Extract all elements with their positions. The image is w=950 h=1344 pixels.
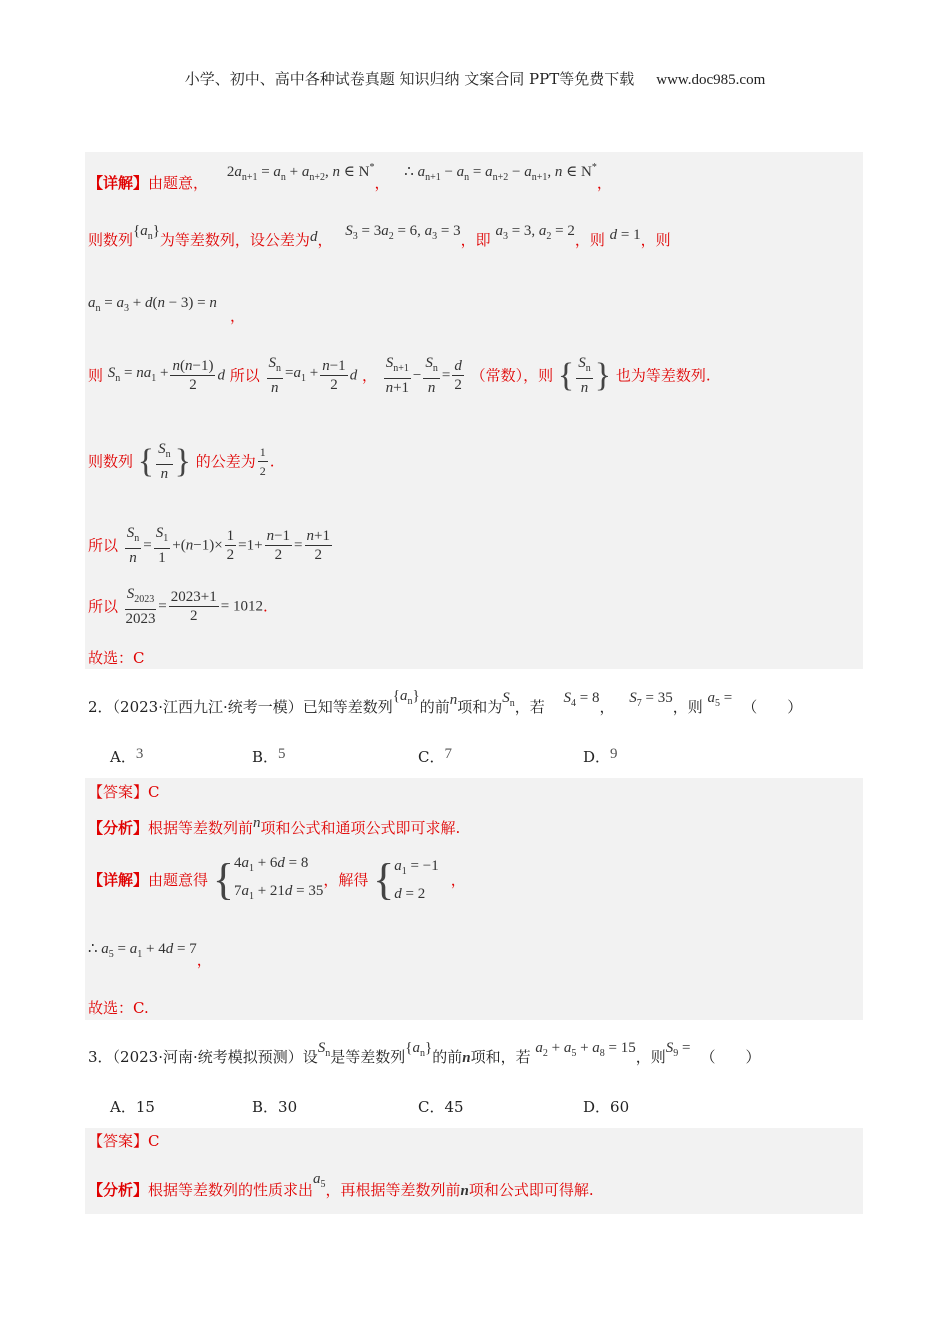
q2-analysis: 【分析】根据等差数列前n项和公式和通项公式即可求解. xyxy=(88,815,461,837)
header-site: www.doc985.com xyxy=(656,72,766,88)
q2-detail-line2: ∴ $a_5 = a_1 + 4d = 7$， xyxy=(88,941,212,969)
q3-option-b[interactable]: B．30 xyxy=(252,1098,298,1116)
q1-detail-line6: 所以 $\frac{S_n}{n}$ = $\frac{S_1}{1}$ +(n−1)× $\frac{1}{2}$ =1+ $\frac{n-1}{2}$ = $\frac{n+1}{2}$ xyxy=(88,525,330,566)
q3-option-a[interactable]: A．15 xyxy=(110,1098,155,1116)
q3-stem: 3．（2023·河南·统考模拟预测）设$S_n$是等差数列$\{a_n\}$的前n项和，若 $a_2 + a_5 + a_8 = 15$，则$S_9$ = （ ） xyxy=(88,1040,761,1066)
q3-analysis: 【分析】根据等差数列的性质求出$a_5$，再根据等差数列前n项和公式即可得解. xyxy=(88,1171,594,1199)
q1-detail-line2: 则数列$\{a_n\}$为等差数列，设公差为d， $S_3 = 3a_2 = 6$, $a_3 = 3$，即 $a_3 = 3$, $a_2 = 2$，则 d = 1，则 xyxy=(88,223,671,249)
q2-option-b[interactable]: B．5 xyxy=(252,746,286,766)
q1-detail-line3: $a_n = a_3 + d(n - 3) = n$ xyxy=(88,295,217,314)
q1-detail-line4: 则 $S_n = na_1$ + $\frac{n(n-1)}{2}$ d 所以 $\frac{S_n}{n}$ $=a_1$ + $\frac{n-1}{2}$ d ， $\frac{S_{n+1}}{n+1}$ − $\frac{S_n}{n}$ = $\frac{d}{2}$ （常数），则 { $\frac{S_n}{n}$ } 也为等差数列. xyxy=(88,355,711,396)
q2-stem: 2．（2023·江西九江·统考一模）已知等差数列$\{a_n\}$的前n项和为$S_n$，若 $S_4 = 8$， $S_7 = 35$，则 $a_5$ = （ ） xyxy=(88,688,803,716)
page-header xyxy=(0,68,950,89)
q3-option-c[interactable]: C．45 xyxy=(418,1098,464,1116)
q3-option-d[interactable]: D．60 xyxy=(583,1098,630,1116)
q2-choice: 故选：C. xyxy=(88,999,149,1017)
q3-answer: 【答案】C xyxy=(88,1132,160,1150)
q2-option-d[interactable]: D．9 xyxy=(583,746,618,766)
q2-answer: 【答案】C xyxy=(88,783,160,801)
q1-choice: 故选：C xyxy=(88,649,145,667)
q2-option-c[interactable]: C．7 xyxy=(418,746,452,766)
q1-line3-comma: ， xyxy=(230,307,246,325)
q2-option-a[interactable]: A．3 xyxy=(110,746,144,766)
q1-detail-line7: 所以 $\frac{S_{2023}}{2023}$ = $\frac{2023+1}{2}$ = 1012. xyxy=(88,586,268,627)
q1-detail-line1: 【详解】由题意， $2a_{n+1} = a_n + a_{n+2}$, n ∈ N*， ∴ $a_{n+1} - a_n = a_{n+2} - a_{n+1}$, n ∈ N*， xyxy=(88,162,612,192)
q2-detail: 【详解】由题意得 { $4a_1 + 6d = 8$ $7a_1 + 21d = 35$ ，解得 { $a_1 = -1$ d = 2 ， xyxy=(88,855,466,904)
header-text: 小学、初中、高中各种试卷真题 知识归纳 文案合同 PPT等免费下载 xyxy=(184,70,635,88)
q1-detail-line5: 则数列 { $\frac{S_n}{n}$ } 的公差为 $\frac{1}{2}$ . xyxy=(88,441,275,482)
